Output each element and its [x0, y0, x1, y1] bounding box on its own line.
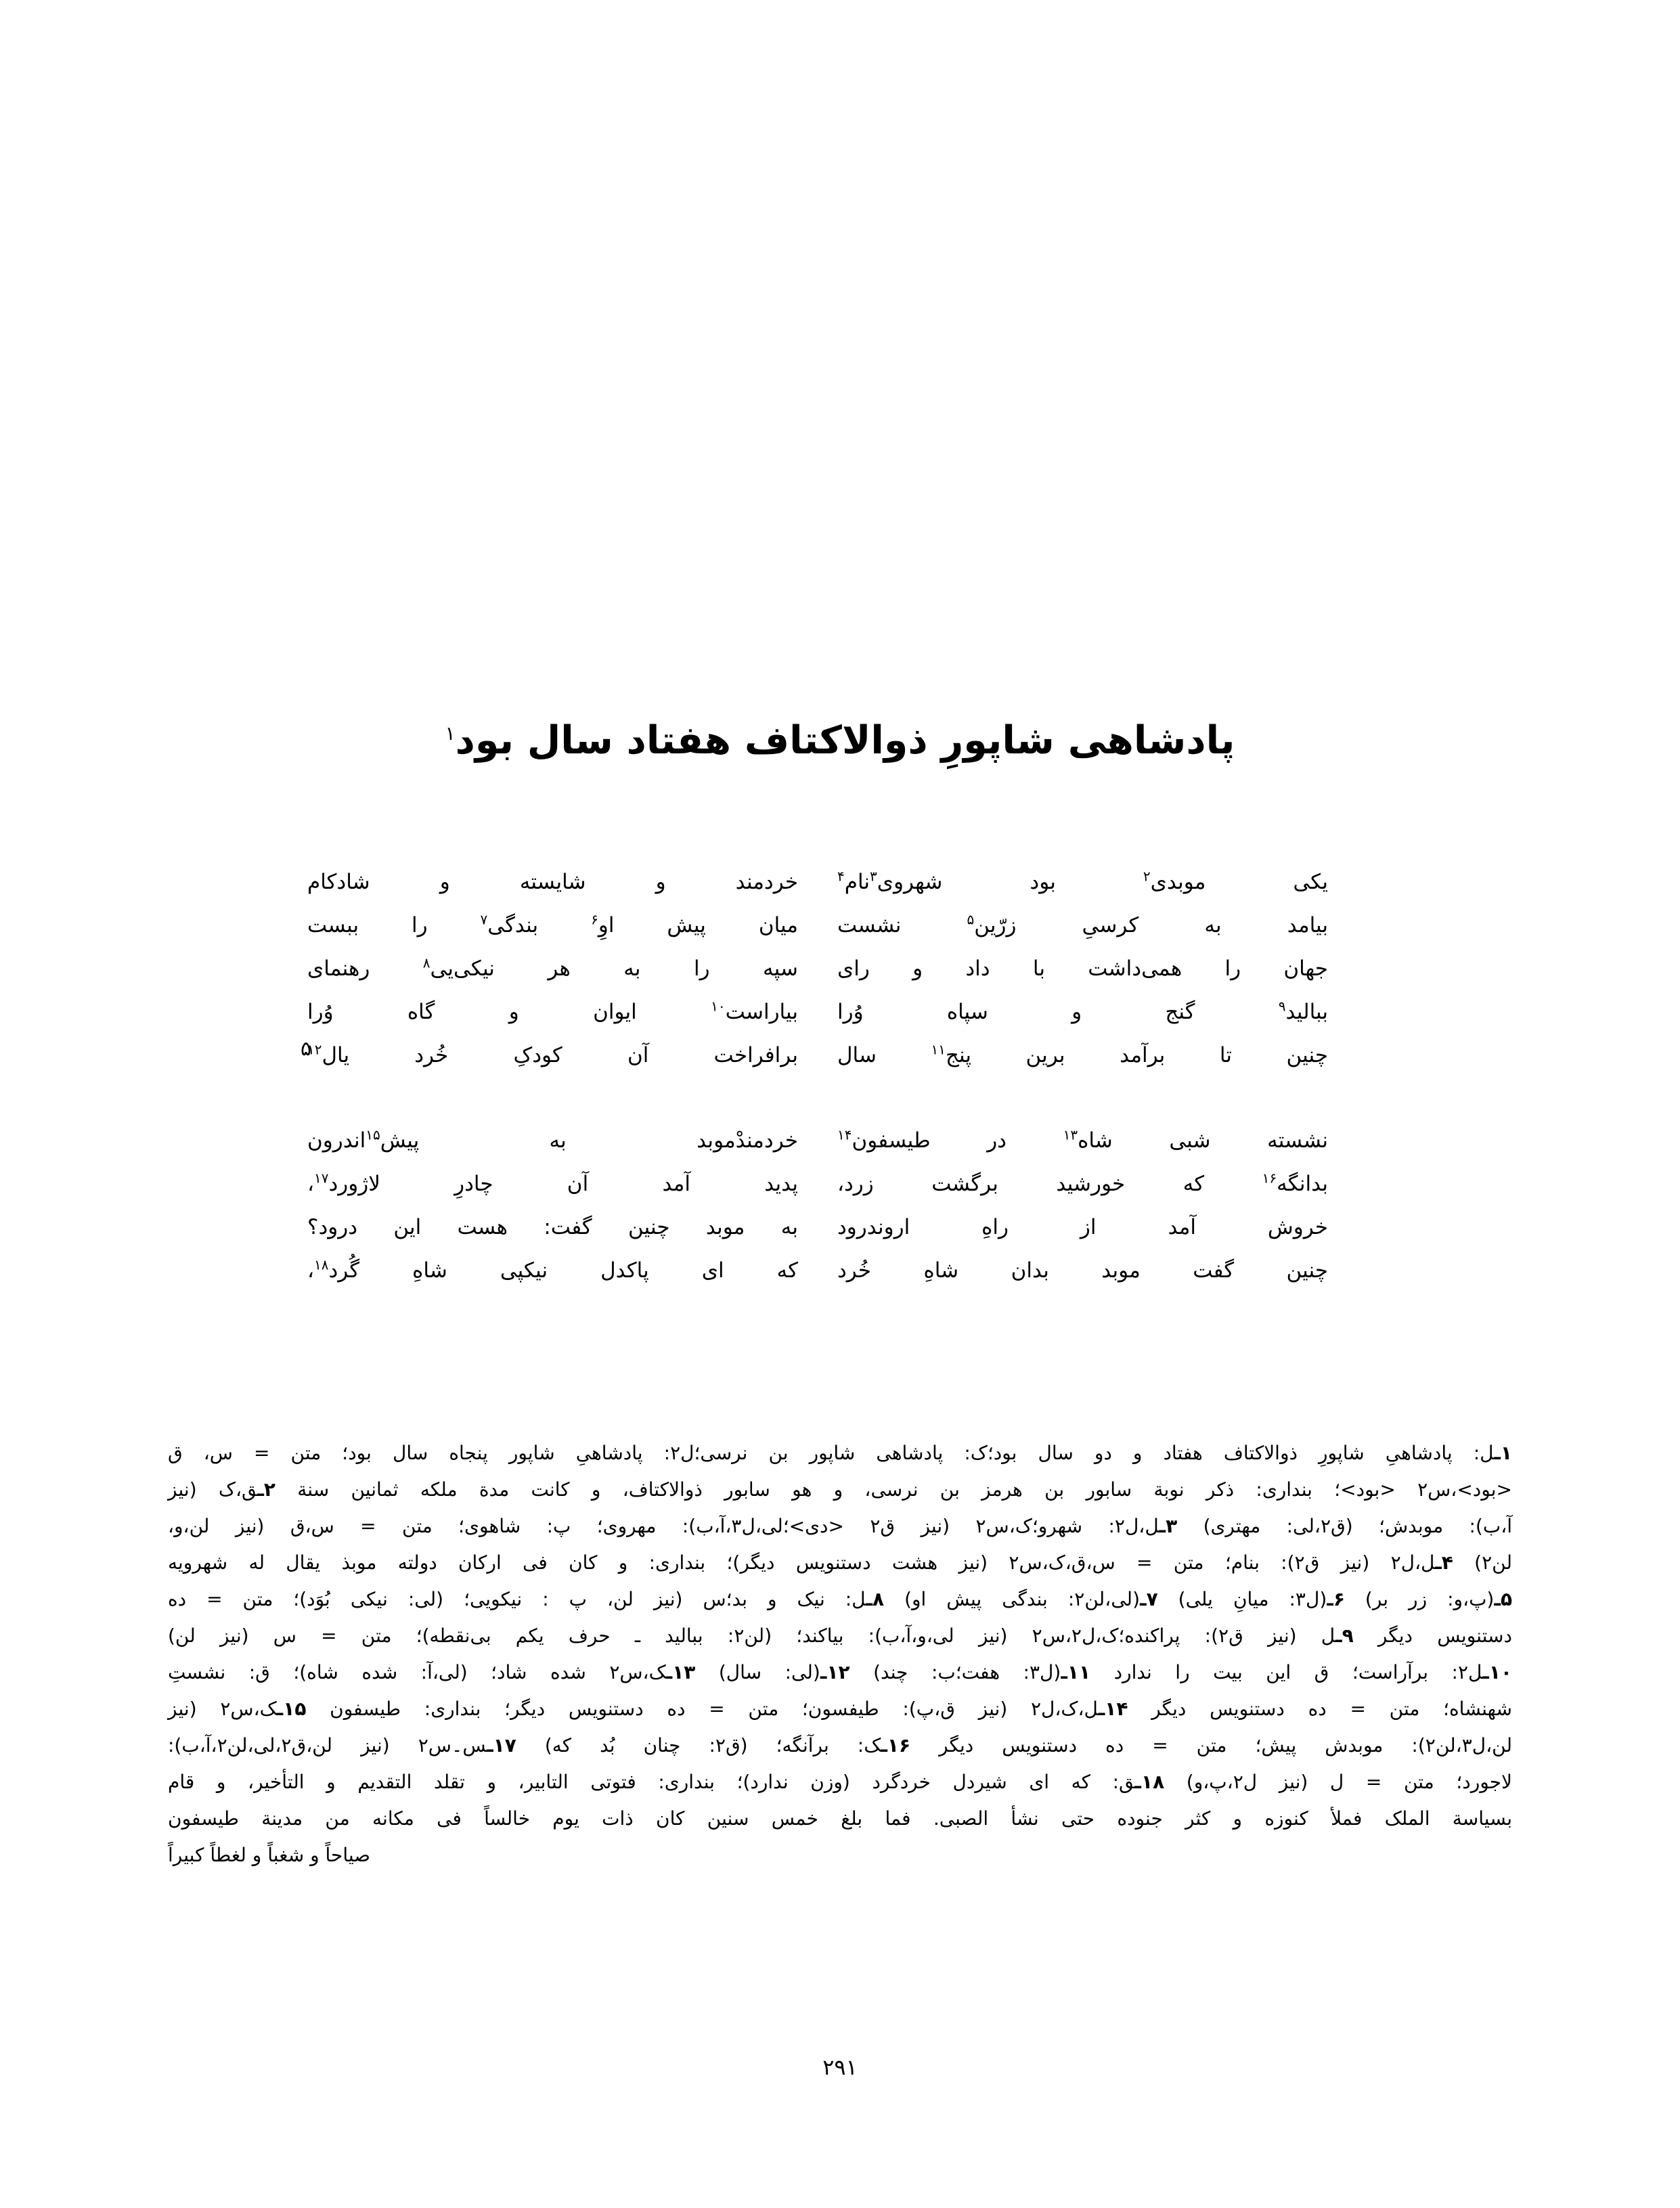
couplet	[300, 1034, 1328, 1078]
apparatus-arabic-line: صیاحاً و شغباً و لغطاً کبیراً	[168, 1844, 371, 1866]
couplet	[307, 861, 1328, 904]
couplet	[307, 1120, 1328, 1163]
hemistich-left: که ای پاکدل نیکپی شاهِ گُرد$^{۱۸}$،	[307, 1256, 798, 1283]
hemistich-left: میان پیش اوِ$^۶$ بندگی$^۷$ را ببست	[307, 911, 798, 937]
page-number: ۲۹۱	[822, 2054, 858, 2080]
apparatus-line: <بود>،س۲ <بود>؛ بنداری: ذکر نوبة سابور بن هرمز بن نرسی، و هو سابور ذوالاکتاف، و کانت مدة ملکه ثمانین سنة ۲ـق،ک (نیز	[168, 1478, 1512, 1501]
couplet	[307, 948, 1328, 991]
apparatus-line: ۱۰ـل۲: برآراست؛ ق این بیت را ندارد ۱۱ـ(ل۳: هفت؛ب: چند) ۱۲ـ(لی: سال) ۱۳ـک،س۲ شده شاد؛ (لی،آ: شده شاه)؛ ق: نشستِ	[168, 1661, 1512, 1683]
page-title-text: پادشاهی شاپورِ ذوالاکتاف هفتاد سال بود	[455, 718, 1235, 763]
apparatus-line: ۱ـل: پادشاهیِ شاپورِ ذوالاکتاف هفتاد و دو سال بود؛ک: پادشاهی شاپور بن نرسی؛ل۲: پادشاهیِ شاپور پنجاه سال بود؛ متن = س، ق	[168, 1442, 1513, 1464]
verse-area	[300, 861, 1328, 1293]
verse-block-1	[300, 861, 1328, 1078]
hemistich-left: به موبد چنین گفت: هست این درود؟	[307, 1215, 798, 1239]
apparatus-line: لن،ل۳،لن۲): موبدش پیش؛ متن = ده دستنویس دیگر ۱۶ـک: برآنگه؛ (ق۲: چنان بُد که) ۱۷ـس۔س۲ (نیز لن،ق۲،لی،لن۲،آ،ب):	[168, 1734, 1512, 1757]
apparatus-line: آ،ب): موبدش؛ (ق۲،لی: مهتری) ۳ـل،ل۲: شهرو؛ک،س۲ (نیز ق۲ <دی>؛لی،ل۳،آ،ب): مهروی؛ پ: شاهوی؛ متن = س،ق (نیز لن،و،	[168, 1515, 1513, 1537]
hemistich-right: چنین گفت موبد بدان شاهِ خُرد	[837, 1258, 1328, 1283]
couplet	[307, 1206, 1328, 1250]
line-number: ۵	[300, 1037, 312, 1061]
couplet	[307, 991, 1328, 1034]
verse-block-2	[307, 1120, 1328, 1293]
hemistich-left: خردمند و شایسته و شادکام	[307, 870, 798, 894]
apparatus-line: دستنویس دیگر ۹ـل (نیز ق۲): پراکنده؛ک،ل۲،س۲ (نیز لی،و،آ،ب): بیاکند؛ (لن۲: ببالید ـ حرف یکم بی‌نقطه)؛ متن = س (نیز لن)	[168, 1625, 1512, 1647]
hemistich-right: نشسته شبی شاه$^{۱۳}$ در طیسفون$^{۱۴}$	[837, 1126, 1328, 1153]
hemistich-right: بیامد به کرسیِ زرّین$^۵$ نشست	[837, 911, 1328, 937]
hemistich-left: سپه را به هر نیکی‌یی$^۸$ رهنمای	[307, 954, 798, 981]
apparatus-line: لاجورد؛ متن = ل (نیز ل۲،پ،و) ۱۸ـق: که ای شیردل خردگرد (وزن ندارد)؛ بنداری: فتوتی التابیر، و تقلد التقدیم و التأخیر، و قام	[168, 1771, 1513, 1793]
apparatus-arabic-line: بسیاسة الملک فملأ کنوزه و کثر جنوده حتی نشأ الصبی. فما بلغ خمس سنین کان ذات یوم خالساً فی مکانه من مدینة طیسفون	[168, 1807, 1512, 1830]
apparatus-line: شهنشاه؛ متن = ده دستنویس دیگر ۱۴ـل،ک،ل۲ (نیز ق،پ): طیفسون؛ متن = ده دستنویس دیگر؛ بنداری: طیسفون ۱۵ـک،س۲ (نیز	[168, 1698, 1513, 1720]
hemistich-right: خروش آمد از راهِ اروندرود	[837, 1215, 1328, 1239]
hemistich-left: برافراخت آن کودکِ خُرد یال$^{۱۲}$	[307, 1041, 798, 1067]
hemistich-right: بدانگه$^{۱۶}$ که خورشید برگشت زرد،	[837, 1170, 1328, 1196]
apparatus-line: ۵ـ(پ،و: زر بر) ۶ـ(ل۳: میانِ یلی) ۷ـ(لی،لن۲: بندگی پیش او) ۸ـل: نیک و بد؛س (نیز لن، پ : نیکویی؛ (لی: نیکی بُوَد)؛ متن = ده	[168, 1588, 1513, 1610]
hemistich-right: جهان را همی‌داشت با داد و رای	[837, 956, 1328, 981]
page-title	[0, 717, 1680, 764]
couplet	[307, 1250, 1328, 1293]
critical-apparatus	[168, 1435, 1512, 1874]
page-title-note-marker: ۱	[445, 722, 456, 745]
hemistich-left: خردمندْموبد به پیش$^{۱۵}$اندرون	[307, 1126, 798, 1153]
hemistich-right: ببالید$^۹$ گنج و سپاه وُرا	[837, 998, 1328, 1024]
hemistich-right: یکی موبدی$^۲$ بود شهروی$^۳$نام$^۴$	[837, 868, 1328, 894]
apparatus-line: لن۲) ۴ـل،ل۲ (نیز ق۲): بنام؛ متن = س،ق،ک،س۲ (نیز هشت دستنویس دیگر)؛ بنداری: و کان فی ارکان دولته موبذ یقال له شهرویه	[168, 1551, 1513, 1574]
page-title-block	[0, 717, 1680, 764]
hemistich-left: پدید آمد آن چادرِ لاژورد$^{۱۷}$،	[307, 1170, 798, 1196]
hemistich-right: چنین تا برآمد برین پنج$^{۱۱}$ سال	[837, 1041, 1328, 1067]
couplet	[307, 1163, 1328, 1206]
couplet	[307, 904, 1328, 948]
hemistich-left: بیاراست$^{۱۰}$ ایوان و گاه وُرا	[307, 998, 798, 1024]
